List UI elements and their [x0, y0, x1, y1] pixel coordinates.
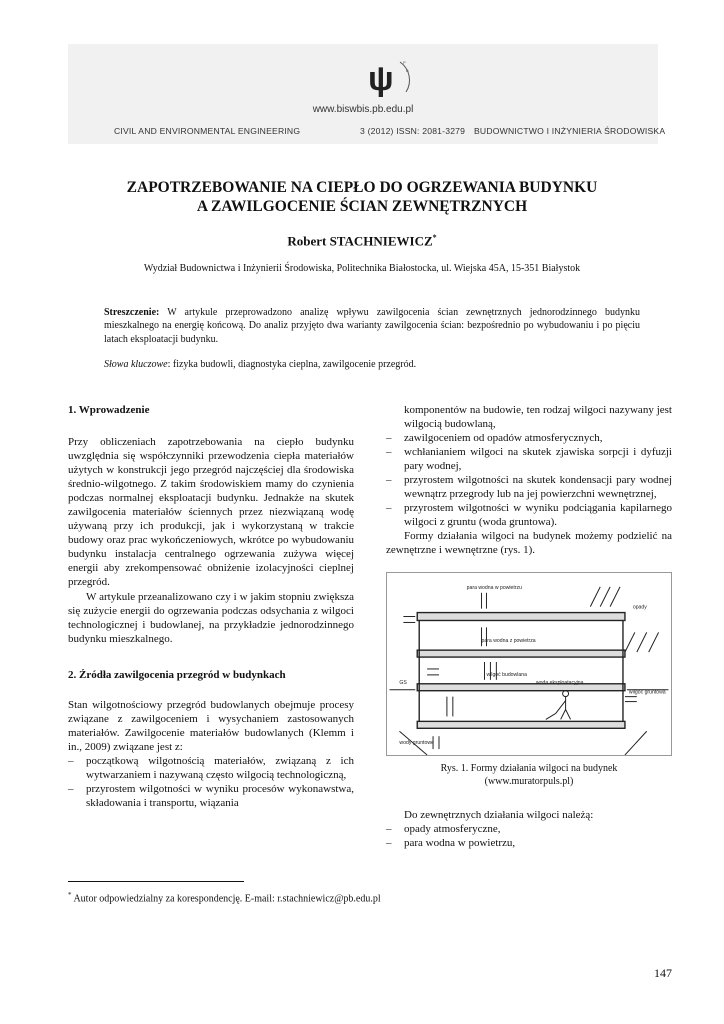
- page-number: 147: [654, 966, 672, 980]
- journal-title-line: [114, 126, 664, 140]
- fig-label-ground-moisture: wilgoć gruntowa: [628, 689, 666, 696]
- title-line-1: ZAPOTRZEBOWANIE NA CIEPŁO DO OGRZEWANIA BUDYNKU: [126, 179, 598, 196]
- fig-label-vapour-top: para wodna w powietrzu: [466, 584, 522, 591]
- list-item: – zawilgoceniem od opadów atmosferycznych,: [386, 432, 603, 445]
- footnote-mark: *: [68, 891, 72, 899]
- fig-label-built: wilgoć budowlana: [486, 671, 527, 678]
- moisture-sources-list: [68, 754, 354, 810]
- journal-header-banner: [68, 44, 666, 144]
- section-1-paragraph-1: Przy obliczeniach zapotrzebowania na ciepło budynku uwzględnia się współczynniki przewodzenia ciepła materiałów użytych w konstrukcji jego przegród najczęściej dla środowiska średnio-wilgotnego. Z takim środowiskiem mamy do czynienia podczas normalnej eksploatacji budynku. Jednakże na skutek zawilgocenia materiałów ściennych przez niezwiązaną wodę używaną przy ich produkcji, jak i wykorzystaną w trakcie budowy oraz prac wykończeniowych, wkrótce po wybudowaniu budynku instalacja centralnego ogrzewania zużywa więcej energii aby zrekompensować obniżenie izolacyjności cieplnej przegród.: [68, 436, 354, 589]
- abstract: [104, 306, 640, 346]
- svg-text:P: P: [403, 60, 406, 65]
- keywords: [104, 358, 640, 371]
- list-item: – para wodna w powietrzu,: [386, 836, 516, 849]
- right-column: [386, 403, 672, 850]
- abstract-label: Streszczenie:: [104, 307, 160, 318]
- fig-label-gs: GS: [399, 679, 407, 686]
- list-item: – przyrostem wilgotności na skutek kondensacji pary wodnej wewnątrz przegrody lub na jej powierzchni wewnętrznej,: [386, 474, 672, 501]
- figure-1-caption: Rys. 1. Formy działania wilgoci na budynek (www.muratorpuls.pl): [440, 762, 618, 787]
- section-1-heading: 1. Wprowadzenie: [68, 404, 150, 416]
- section-2-paragraph-1: Stan wilgotnościowy przegród budowlanych obejmuje procesy związane z zawilgoceniem i wysychaniem zastosowanych materiałów. Zawilgocenie materiałów budowlanych (Klemm i in., 2009) związane jest z:: [68, 698, 354, 753]
- fig-label-vapour-mid: para wodna z powietrza: [481, 637, 536, 644]
- svg-text:ψ: ψ: [368, 60, 394, 98]
- list-item: – opady atmosferyczne,: [386, 822, 501, 835]
- fig-label-use: woda eksploatacyjna: [535, 679, 584, 686]
- svg-text:B: B: [406, 68, 409, 73]
- title-line-2: A ZAWILGOCENIE ŚCIAN ZEWNĘTRZNYCH: [196, 198, 528, 215]
- journal-name-en: CIVIL AND ENVIRONMENTAL ENGINEERING: [114, 126, 301, 136]
- section-2-heading: 2. Źródła zawilgocenia przegród w budynkach: [68, 668, 286, 681]
- fig-label-groundwater: wody gruntowe: [399, 739, 434, 746]
- list-continuation: komponentów na budowie, ten rodzaj wilgoci nazywany jest wilgocią budowlaną,: [404, 404, 672, 431]
- author-affiliation: Wydział Budownictwa i Inżynierii Środowiska, Politechnika Białostocka, ul. Wiejska 45A, 15-351 Białystok: [143, 263, 581, 274]
- moisture-sources-list-continued: [386, 431, 672, 529]
- abstract-text: W artykule przeprowadzono analizę wpływu zawilgocenia ścian zewnętrznych jednorodzinnego budynku mieszkalnego na energię końcową. Do analiz przyjęto dwa warianty zawilgocenia ścian: bezpośrednio po wybudowaniu i po pięciu latach eksploatacji budynku.: [104, 307, 640, 345]
- author-footnote-mark: *: [432, 233, 437, 242]
- list-item: – przyrostem wilgotności w wyniku podciągania kapilarnego wilgoci z gruntu (woda gruntowa).: [386, 502, 672, 529]
- article-title: [60, 178, 664, 216]
- fig-label-rain: opady: [632, 604, 647, 611]
- keywords-label: Słowa kluczowe: [104, 359, 168, 370]
- section-1-paragraph-2: W artykule przeanalizowano czy i w jakim stopniu zwiększa się zużycie energii do ogrzewania podczas odsychania z wilgoci technologicznej i budowlanej, na przykładzie jednorodzinnego budynku mieszkalnego.: [68, 590, 354, 645]
- journal-issue: 3 (2012) ISSN: 2081-3279: [360, 126, 466, 136]
- external-moisture-list: [386, 822, 672, 850]
- journal-name-pl: BUDOWNICTWO I INŻYNIERIA ŚRODOWISKA: [474, 126, 666, 136]
- author-name: Robert STACHNIEWICZ*: [287, 233, 437, 249]
- list-item: – początkową wilgotnością materiałów, związaną z ich wytwarzaniem i nazywaną często wilgocią technologiczną,: [68, 754, 354, 781]
- university-logo: [348, 52, 428, 108]
- external-moisture-intro: Do zewnętrznych działania wilgoci należą:: [404, 808, 594, 821]
- figure-1-moisture-diagram: [386, 572, 672, 756]
- moisture-forms-paragraph: Formy działania wilgoci na budynek możemy podzielić na zewnętrzne i wewnętrzne (rys. 1).: [386, 530, 672, 557]
- journal-url[interactable]: www.biswbis.pb.edu.pl: [312, 104, 414, 115]
- list-item: – przyrostem wilgotności w wyniku procesów wykonawstwa, składowania i transportu, wiązania: [68, 782, 354, 810]
- keywords-text: : fizyka budowli, diagnostyka cieplna, zawilgocenie przegród.: [167, 359, 417, 370]
- footnote-text: Autor odpowiedzialny za korespondencję. E-mail: r.stachniewicz@pb.edu.pl: [71, 893, 381, 905]
- left-column: [68, 403, 354, 810]
- list-item: – wchłanianiem wilgoci na skutek zjawiska sorpcji i dyfuzji pary wodnej,: [386, 446, 672, 473]
- footnote: [68, 891, 381, 904]
- footnote-separator: [68, 881, 244, 882]
